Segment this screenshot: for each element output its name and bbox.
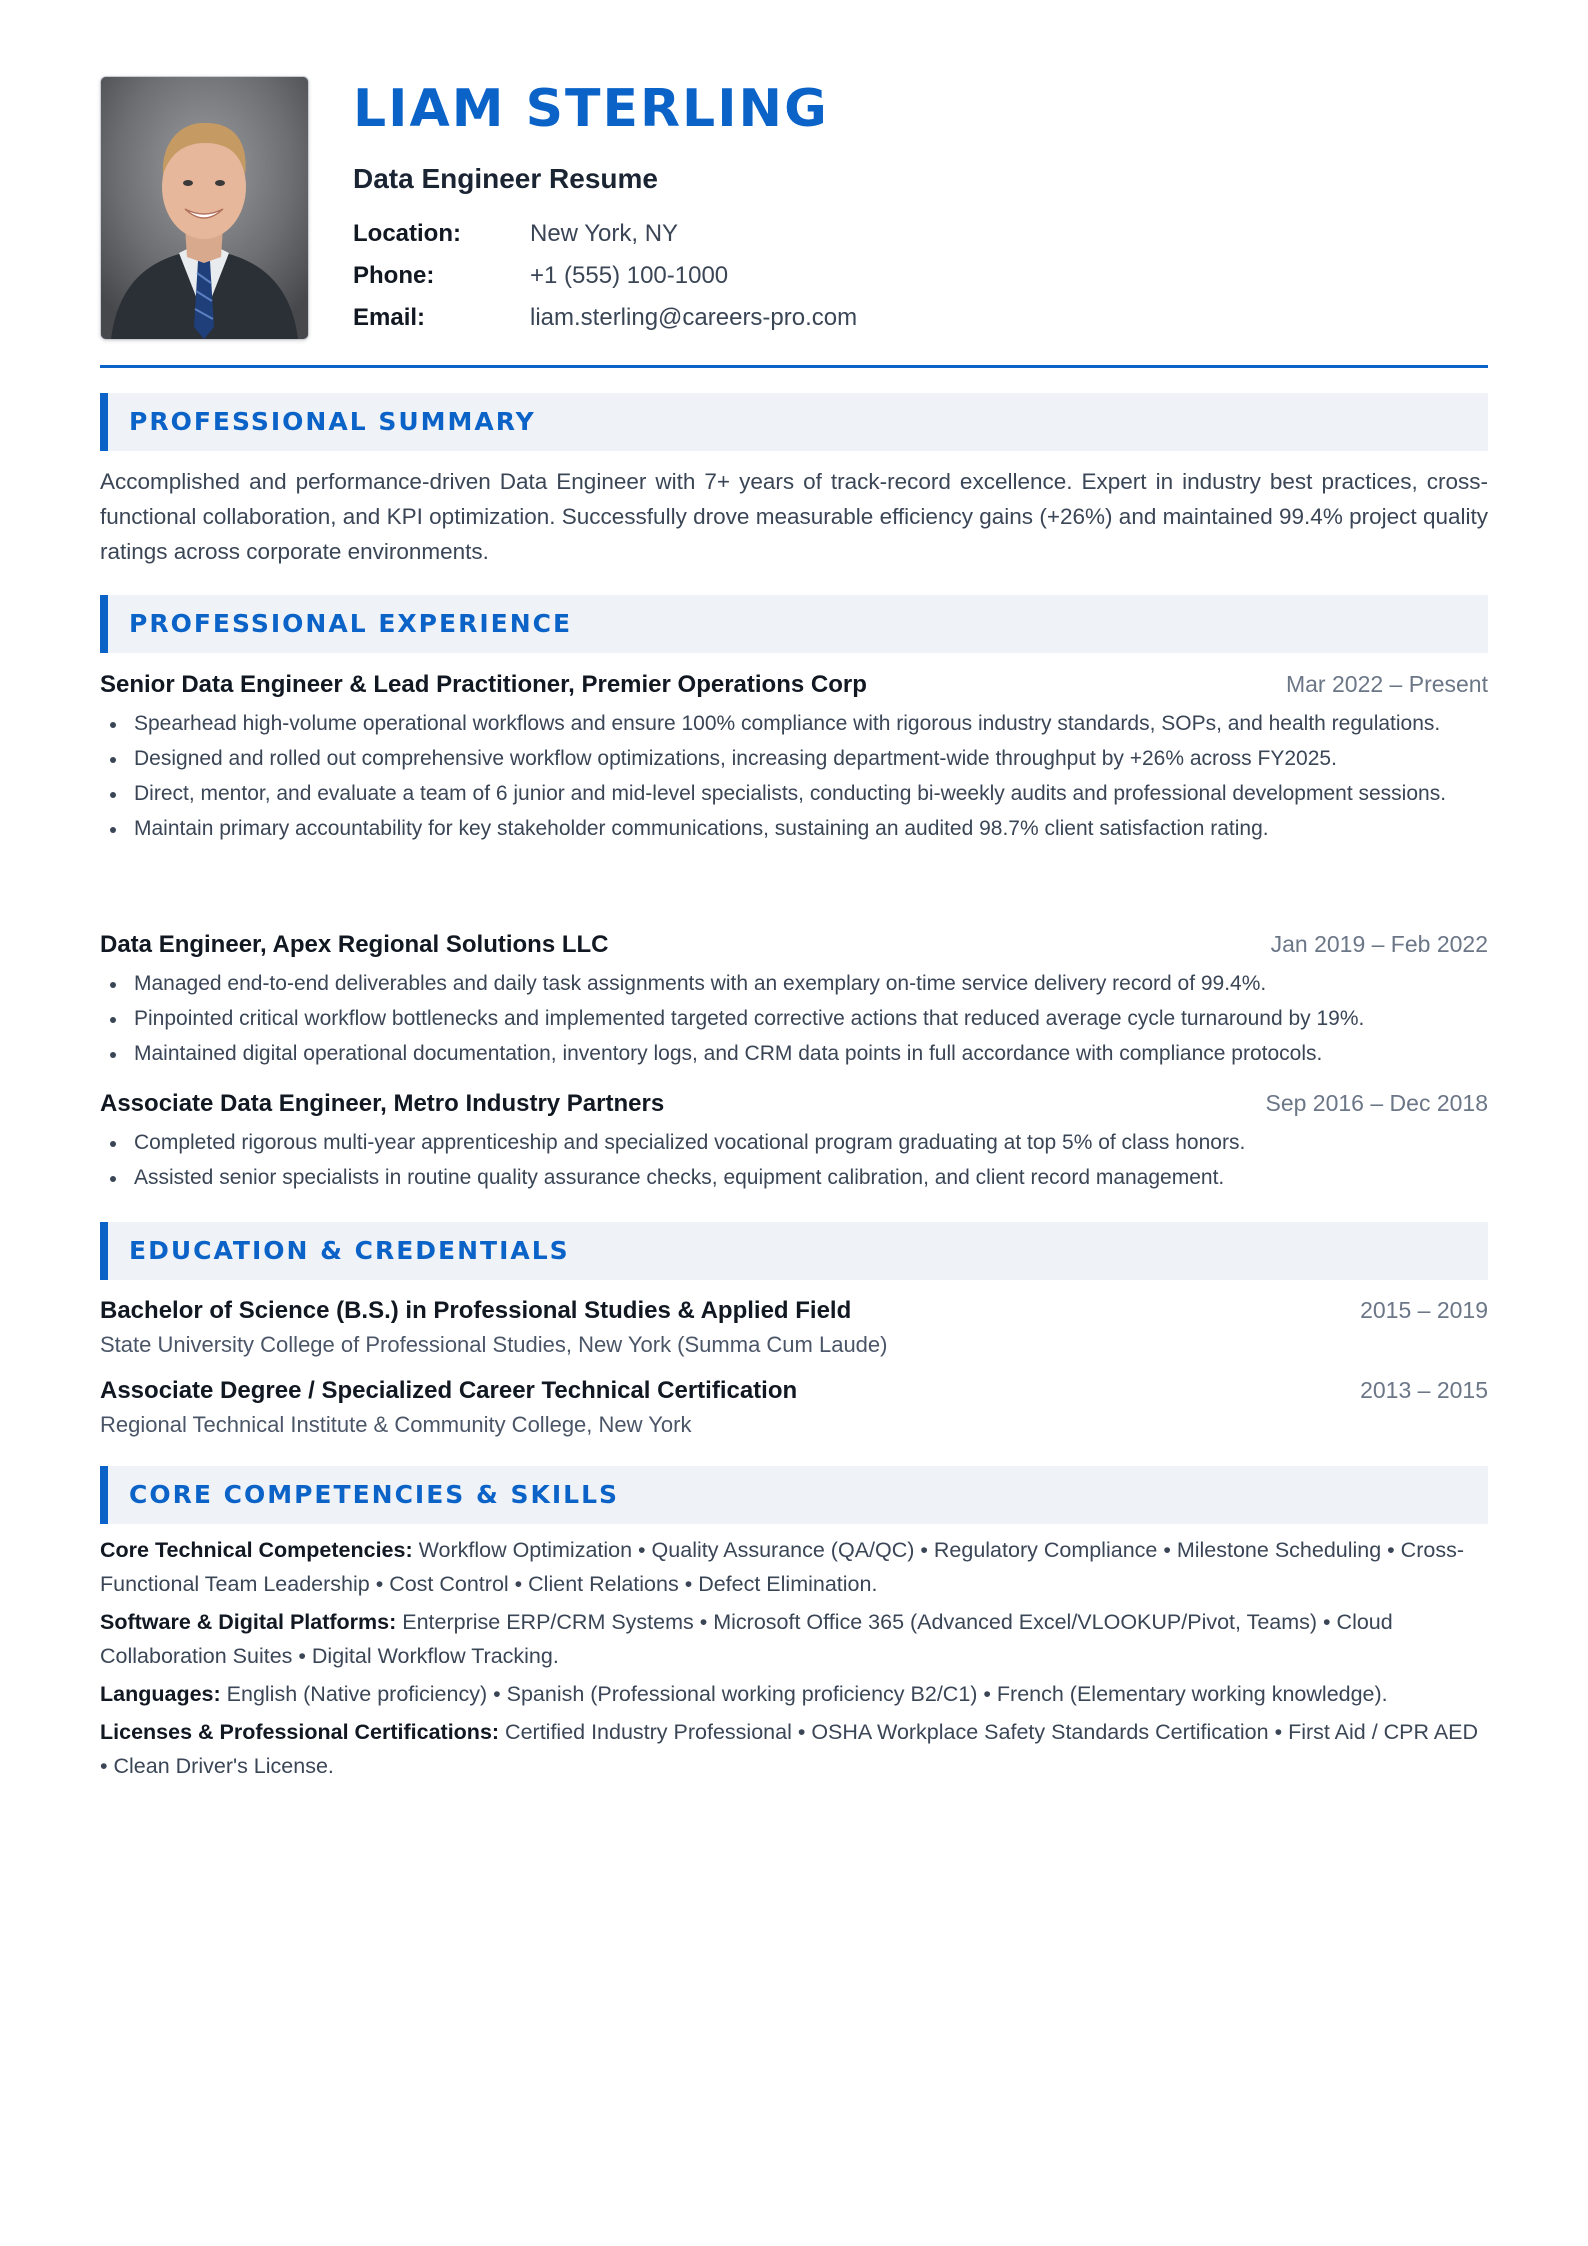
resume-header — [100, 77, 1488, 367]
contact-value: New York, NY — [530, 220, 679, 247]
job-bullet: Pinpointed critical workflow bottlenecks and implemented targeted corrective actions that reduced average cycle turnaround by 19%. — [100, 1003, 1488, 1035]
job-dates: Jan 2019 – Feb 2022 — [1270, 931, 1488, 957]
header-divider — [100, 365, 1488, 368]
skill-text: Workflow Optimization • Quality Assurance (QA/QC) • Regulatory Compliance • Milestone Scheduling • Cross-Functional Team Leadership • Cost Control • Client Relations • Defect Elimination. — [100, 1538, 1464, 1596]
contact-label: Phone: — [353, 262, 435, 289]
education-header — [100, 1377, 1488, 1411]
degree-title: Bachelor of Science (B.S.) in Professional Studies & Applied Field — [100, 1297, 852, 1324]
contact-label: Email: — [353, 304, 426, 331]
skill-label: Core Technical Competencies: — [100, 1538, 419, 1562]
job-bullet: Managed end-to-end deliverables and daily task assignments with an exemplary on-time service delivery record of 99.4%. — [100, 968, 1488, 1000]
school-name: Regional Technical Institute & Community College, New York — [100, 1412, 692, 1437]
section-heading-experience — [100, 595, 1488, 653]
education-dates: 2013 – 2015 — [1360, 1377, 1488, 1403]
job-bullet: Assisted senior specialists in routine quality assurance checks, equipment calibration, and client record management. — [100, 1162, 1488, 1194]
skill-text: English (Native proficiency) • Spanish (Professional working proficiency B2/C1) • French (Elementary working knowledge). — [226, 1682, 1388, 1706]
job-bullet: Completed rigorous multi-year apprenticeship and specialized vocational program graduating at top 5% of class honors. — [100, 1127, 1488, 1159]
skill-text: Certified Industry Professional • OSHA Workplace Safety Standards Certification • First Aid / CPR AED • Clean Driver's License. — [100, 1720, 1479, 1778]
skill-label: Licenses & Professional Certifications: — [100, 1720, 506, 1744]
job-bullets — [100, 968, 1488, 1073]
section-heading-skills — [100, 1466, 1488, 1524]
job-title: Senior Data Engineer & Lead Practitioner, Premier Operations Corp — [100, 671, 867, 698]
skill-row — [100, 1605, 1488, 1673]
section-heading-text: CORE COMPETENCIES & SKILLS — [129, 1480, 620, 1509]
contact-value: liam.sterling@careers-pro.com — [530, 304, 858, 331]
job-header — [100, 931, 1488, 965]
education-header — [100, 1297, 1488, 1331]
skill-row — [100, 1677, 1488, 1711]
skill-row — [100, 1533, 1488, 1601]
section-heading-text: PROFESSIONAL EXPERIENCE — [129, 609, 573, 638]
contact-label: Location: — [353, 220, 461, 247]
job-title: Associate Data Engineer, Metro Industry Partners — [100, 1090, 665, 1117]
section-heading-text: PROFESSIONAL SUMMARY — [129, 407, 536, 436]
job-title: Data Engineer, Apex Regional Solutions LLC — [100, 931, 609, 958]
job-dates: Mar 2022 – Present — [1285, 671, 1488, 697]
job-header — [100, 1090, 1488, 1124]
contact-value: +1 (555) 100-1000 — [530, 262, 729, 289]
summary-paragraph: Accomplished and performance-driven Data Engineer with 7+ years of track-record excellence. Expert in industry best practices, cross-functional collaboration, and KPI optimization. Successfully drove measurable efficiency gains (+26%) and maintained 99.4% project quality ratings across corporate environments. — [100, 469, 1488, 564]
school-name: State University College of Professional Studies, New York (Summa Cum Laude) — [100, 1332, 888, 1357]
resume-subtitle: Data Engineer Resume — [353, 163, 658, 194]
candidate-name: LIAM STERLING — [353, 79, 829, 139]
skill-label: Software & Digital Platforms: — [100, 1610, 403, 1634]
job-bullet: Maintain primary accountability for key stakeholder communications, sustaining an audited 98.7% client satisfaction rating. — [100, 813, 1488, 845]
job-bullet: Designed and rolled out comprehensive workflow optimizations, increasing department-wide throughput by +26% across FY2025. — [100, 743, 1488, 775]
job-bullet: Spearhead high-volume operational workflows and ensure 100% compliance with rigorous industry standards, SOPs, and health regulations. — [100, 708, 1488, 740]
degree-title: Associate Degree / Specialized Career Technical Certification — [100, 1377, 798, 1404]
education-dates: 2015 – 2019 — [1360, 1297, 1488, 1323]
profile-photo — [101, 77, 308, 339]
job-bullet: Direct, mentor, and evaluate a team of 6 junior and mid-level specialists, conducting bi-weekly audits and professional development sessions. — [100, 778, 1488, 810]
job-bullet: Maintained digital operational documentation, inventory logs, and CRM data points in full accordance with compliance protocols. — [100, 1038, 1488, 1070]
section-heading-text: EDUCATION & CREDENTIALS — [129, 1236, 570, 1265]
skill-text: Enterprise ERP/CRM Systems • Microsoft Office 365 (Advanced Excel/VLOOKUP/Pivot, Teams) • Cloud Collaboration Suites • Digital Workflow Tracking. — [100, 1610, 1393, 1668]
skills-list — [100, 1533, 1488, 1787]
job-bullets — [100, 1127, 1488, 1197]
job-header — [100, 671, 1488, 705]
profile-photo-illustration — [101, 77, 308, 339]
skill-row — [100, 1715, 1488, 1783]
skill-label: Languages: — [100, 1682, 227, 1706]
job-dates: Sep 2016 – Dec 2018 — [1265, 1090, 1488, 1116]
section-heading-summary — [100, 393, 1488, 451]
section-heading-education — [100, 1222, 1488, 1280]
job-bullets — [100, 708, 1488, 848]
